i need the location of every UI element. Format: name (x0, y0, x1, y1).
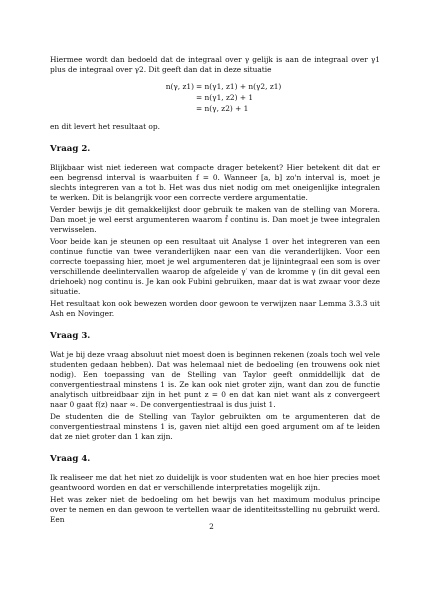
equation-rhs: = n(γ1, z2) + 1 (196, 92, 254, 102)
equation-block (50, 81, 380, 114)
vraag2-paragraph-3: Voor beide kan je steunen op een resultaat uit Analyse 1 over het integreren van een continue functie van twee veranderlijken naar een van die veranderlijken. Voor een correcte toepassing hier, moet je wel argumenteren dat je lijnintegraal een som is over verschillende deelintervallen waarop de afgeleide γ′ van de kromme γ (in dit geval een driehoek) nog continu is. Je kan ook Fubini gebruiken, maar dat is wat zwaar voor deze situatie. (50, 237, 380, 296)
vraag2-paragraph-4: Het resultaat kon ook bewezen worden door gewoon te verwijzen naar Lemma 3.3.3 uit Ash en Novinger. (50, 299, 380, 318)
page-number: 2 (209, 522, 214, 531)
document-page (50, 55, 380, 530)
equation-rhs: = n(γ, z2) + 1 (196, 103, 249, 113)
equation-row (158, 103, 380, 114)
vraag2-paragraph-2: Verder bewijs je dit gemakkelijkst door gebruik te maken van de stelling van Morera. Dan moet je wel eerst argumenteren waarom f̂ continu is. Dan moet je twee integralen verwisselen. (50, 205, 380, 234)
equation-row (158, 81, 380, 92)
heading-vraag-4: Vraag 4. (50, 454, 91, 464)
vraag3-paragraph-2: De studenten die de Stelling van Taylor gebruikten om te argumenteren dat de convergentiestraal minstens 1 is, gaven niet altijd een goed argument om af te leiden dat ze niet groter dan 1 kan zijn. (50, 412, 380, 441)
heading-vraag-3: Vraag 3. (50, 331, 91, 341)
vraag4-paragraph-2: Het was zeker niet de bedoeling om het bewijs van het maximum modulus principe over te nemen en dan gewoon te vertellen waar de identiteitsstelling nu gebruikt werd. Een (50, 495, 380, 524)
heading-vraag-2: Vraag 2. (50, 144, 91, 154)
intro-paragraph: Hiermee wordt dan bedoeld dat de integraal over γ gelijk is aan de integraal over γ1 plus de integraal over γ2. Dit geeft dan dat in deze situatie (50, 55, 380, 74)
equation-row (158, 92, 380, 103)
intro-conclusion: en dit levert het resultaat op. (50, 122, 160, 131)
vraag4-paragraph-1: Ik realiseer me dat het niet zo duidelijk is voor studenten wat en hoe hier precies moet geantwoord worden en dat er verschillende interpretaties mogelijk zijn. (50, 473, 380, 492)
vraag3-paragraph-1: Wat je bij deze vraag absoluut niet moest doen is beginnen rekenen (zoals toch wel vele studenten gedaan hebben). Dat was helemaal niet de bedoeling (en trouwens ook niet nodig). Een toepassing van de Stelling van Taylor geeft onmiddellijk dat de convergentiestraal minstens 1 is. Ze kan ook niet groter zijn, want dan zou de functie analytisch uitbreidbaar zijn in het punt z = 0 en dat kan niet want als z convergeert naar 0 gaat f(z) naar ∞. De convergentiestraal is dus juist 1. (50, 350, 380, 409)
equation-rhs: = n(γ1, z1) + n(γ2, z1) (196, 81, 282, 91)
vraag2-paragraph-1: Blijkbaar wist niet iedereen wat compacte drager betekent? Hier betekent dit dat er een begrensd interval is waarbuiten f = 0. Wanneer [a, b] zo'n interval is, moet je slechts integreren van a tot b. Het was dus niet nodig om met oneigenlijke integralen te werken. Dit is belangrijk voor een correcte verdere argumentatie. (50, 163, 380, 202)
equation-lhs: n(γ, z1) (165, 81, 194, 91)
